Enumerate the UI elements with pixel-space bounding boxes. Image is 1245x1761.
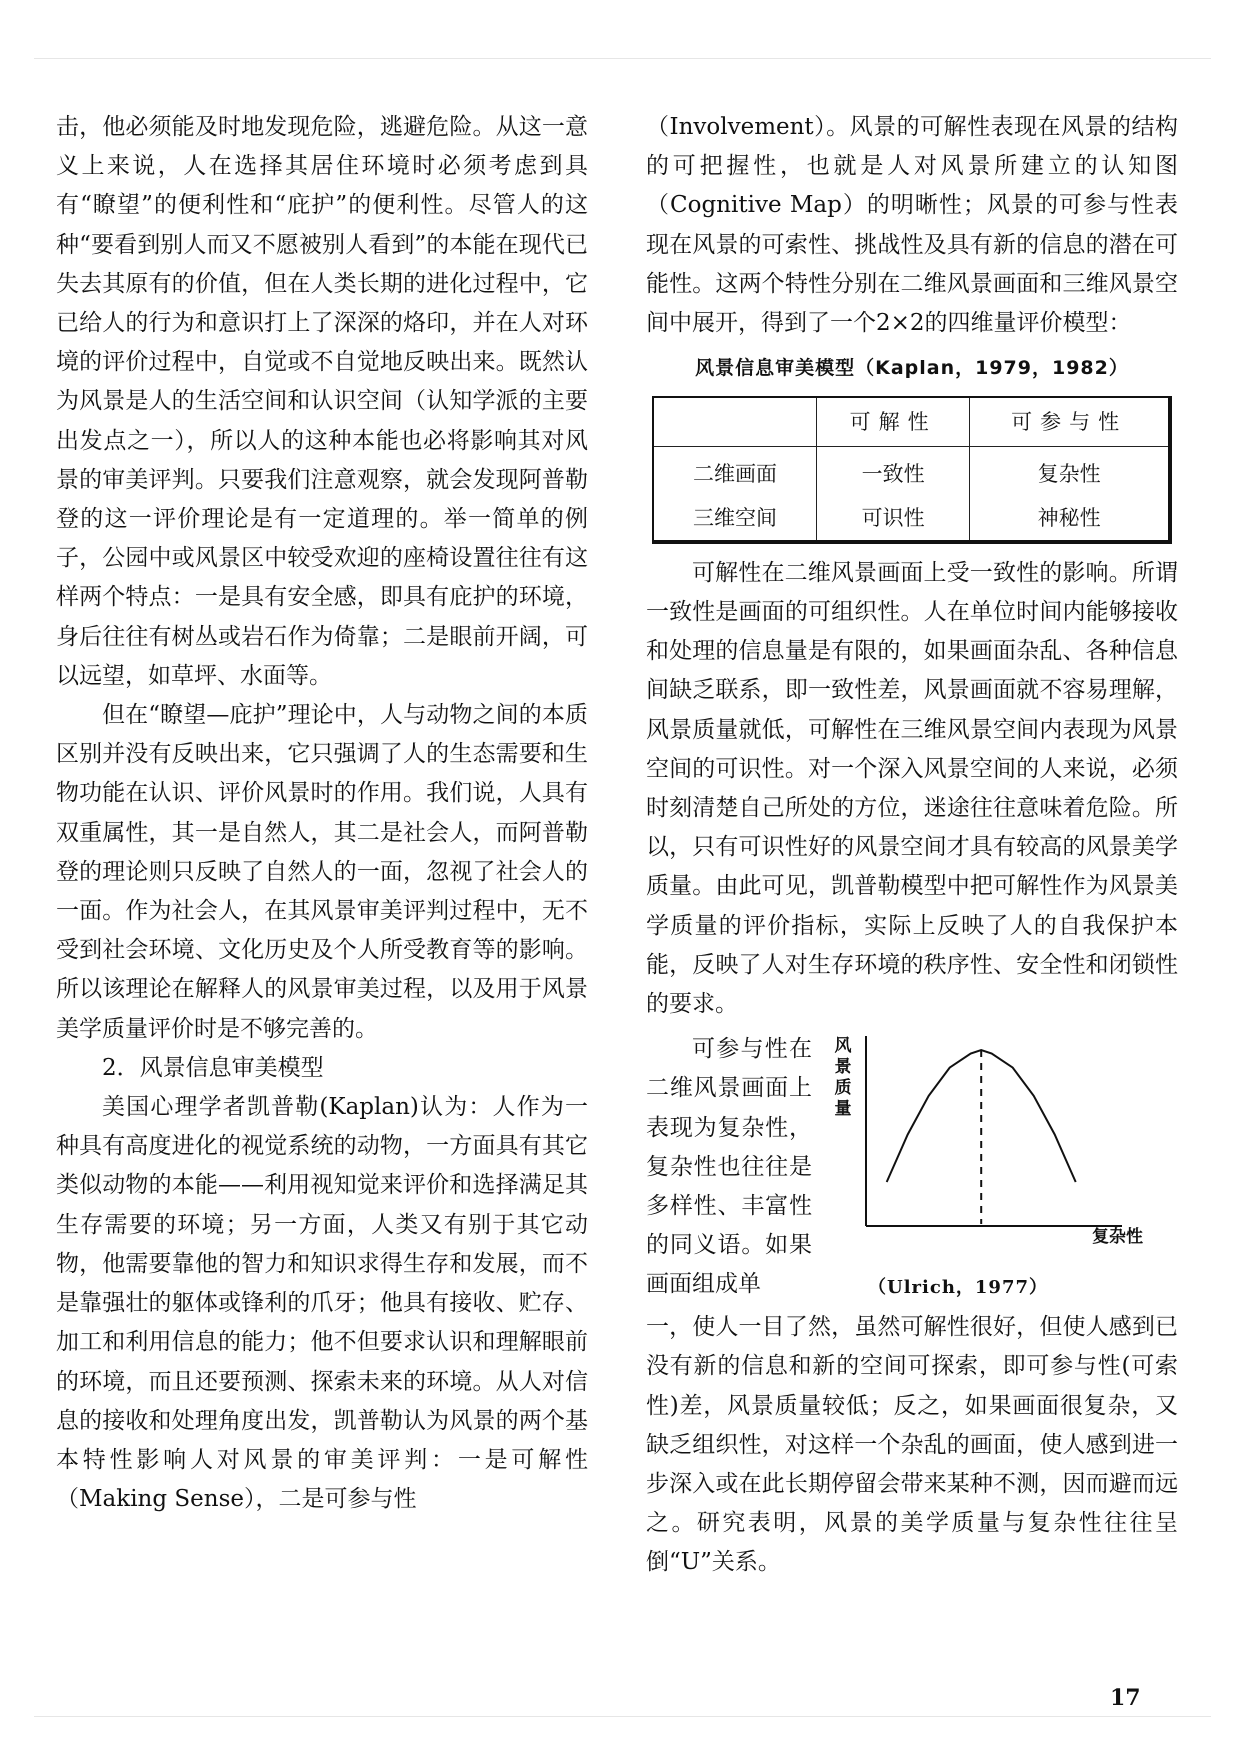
model-table-corner <box>653 397 817 447</box>
figure-side-text <box>646 1030 812 1304</box>
model-table-row-label: 三维空间 <box>693 505 777 530</box>
x-axis-label: 复杂性 <box>1092 1227 1143 1248</box>
model-table-row-label: 二维画面 <box>693 462 777 487</box>
right-paragraph-3: 一，使人一目了然，虽然可解性很好，但使人感到已没有新的信息和新的空间可探索，即可参与性(可索性)差，风景质量较低；反之，如果画面很复杂，又缺乏组织性，对这样一个杂乱的画面，使人感到进一步深入或在此长期停留会带来某种不测，因而避而远之。研究表明，风景的美学质量与复杂性往往呈倒“U”关系。 <box>646 1314 1178 1576</box>
left-paragraph-2: 但在“瞭望—庇护”理论中，人与动物之间的本质区别并没有反映出来，它只强调了人的生态需要和生物功能在认识、评价风景时的作用。我们说，人具有双重属性，其一是自然人，其二是社会人，而阿普勒登的理论则只反映了自然人的一面，忽视了社会人的一面。作为社会人，在其风景审美评判过程中，无不受到社会环境、文化历史及个人所受教育等的影响。所以该理论在解释人的风景审美过程，以及用于风景美学质量评价时是不够完善的。 <box>56 702 588 1042</box>
figure-block <box>646 1030 1178 1308</box>
bottom-rule <box>34 1716 1211 1717</box>
quality-complexity-chart <box>822 1030 1178 1308</box>
right-paragraph-2: 可解性在二维风景画面上受一致性的影响。所谓一致性是画面的可组织性。人在单位时间内能够接收和处理的信息量是有限的，如果画面杂乱、各种信息间缺乏联系，即一致性差，风景画面就不容易理解，风景质量就低，可解性在三维风景空间内表现为风景空间的可识性。对一个深入风景空间的人来说，必须时刻清楚自己所处的方位，迷途往往意味着危险。所以，只有可识性好的风景空间才具有较高的风景美学质量。由此可见，凯普勒模型中把可解性作为风景美学质量的评价指标，实际上反映了人的自我保护本能，反映了人对生存环境的秩序性、安全性和闭锁性的要求。 <box>646 559 1178 1018</box>
model-table <box>652 396 1172 543</box>
model-table-header-sense: 可解性 <box>817 397 970 447</box>
model-table-cell: 神秘性 <box>970 497 1170 542</box>
right-paragraph-1: （Involvement）。风景的可解性表现在风景的结构的可把握性，也就是人对风景所建立的认知图（Cognitive Map）的明晰性；风景的可参与性表现在风景的可索性、挑战性及具有新的信息的潜在可能性。这两个特性分别在二维风景画面和三维风景空间中展开，得到了一个2×2的四维量评价模型： <box>646 114 1178 337</box>
model-table-cell: 一致性 <box>817 447 970 497</box>
model-table-row <box>653 497 1170 542</box>
model-table-header-involvement: 可参与性 <box>970 397 1170 447</box>
top-rule <box>34 58 1211 59</box>
left-paragraph-3: 美国心理学者凯普勒(Kaplan)认为：人作为一种具有高度进化的视觉系统的动物，一方面具有其它类似动物的本能——利用视知觉来评价和选择满足其生存需要的环境；另一方面，人类又有别于其它动物，他需要靠他的智力和知识求得生存和发展，而不是靠强壮的躯体或锋利的爪牙；他具有接收、贮存、加工和利用信息的能力；他不但要求认识和理解眼前的环境，而且还要预测、探索未来的环境。从人对信息的接收和处理角度出发，凯普勒认为风景的两个基本特性影响人对风景的审美评判：一是可解性（Making Sense），二是可参与性 <box>56 1094 588 1513</box>
section-heading: 2．风景信息审美模型 <box>102 1054 324 1081</box>
figure-side-paragraph: 可参与性在二维风景画面上表现为复杂性，复杂性也往往是多样性、丰富性的同义语。如果画面组成单 <box>646 1036 812 1298</box>
model-caption: 风景信息审美模型（Kaplan，1979，1982） <box>695 357 1129 380</box>
model-table-cell: 可识性 <box>817 497 970 542</box>
page-number: 17 <box>1110 1685 1141 1711</box>
model-table-cell: 复杂性 <box>970 447 1170 497</box>
model-table-row <box>653 447 1170 497</box>
right-column <box>646 108 1178 1583</box>
model-table-header-row <box>653 397 1170 447</box>
figure-caption: （Ulrich，1977） <box>868 1277 1049 1299</box>
left-paragraph-1: 击，他必须能及时地发现危险，逃避危险。从这一意义上来说，人在选择其居住环境时必须考虑到具有“瞭望”的便利性和“庇护”的便利性。尽管人的这种“要看到别人而又不愿被别人看到”的本能在现代已失去其原有的价值，但在人类长期的进化过程中，它已给人的行为和意识打上了深深的烙印，并在人对环境的评价过程中，自觉或不自觉地反映出来。既然认为风景是人的生活空间和认识空间（认知学派的主要出发点之一），所以人的这种本能也必将影响其对风景的审美评判。只要我们注意观察，就会发现阿普勒登的这一评价理论是有一定道理的。举一简单的例子，公园中或风景区中较受欢迎的座椅设置往往有这样两个特点：一是具有安全感，即具有庇护的环境，身后往往有树丛或岩石作为倚靠；二是眼前开阔，可以远望，如草坪、水面等。 <box>56 114 588 689</box>
y-axis-label: 风景质量 <box>834 1036 852 1120</box>
left-column <box>56 108 588 1519</box>
